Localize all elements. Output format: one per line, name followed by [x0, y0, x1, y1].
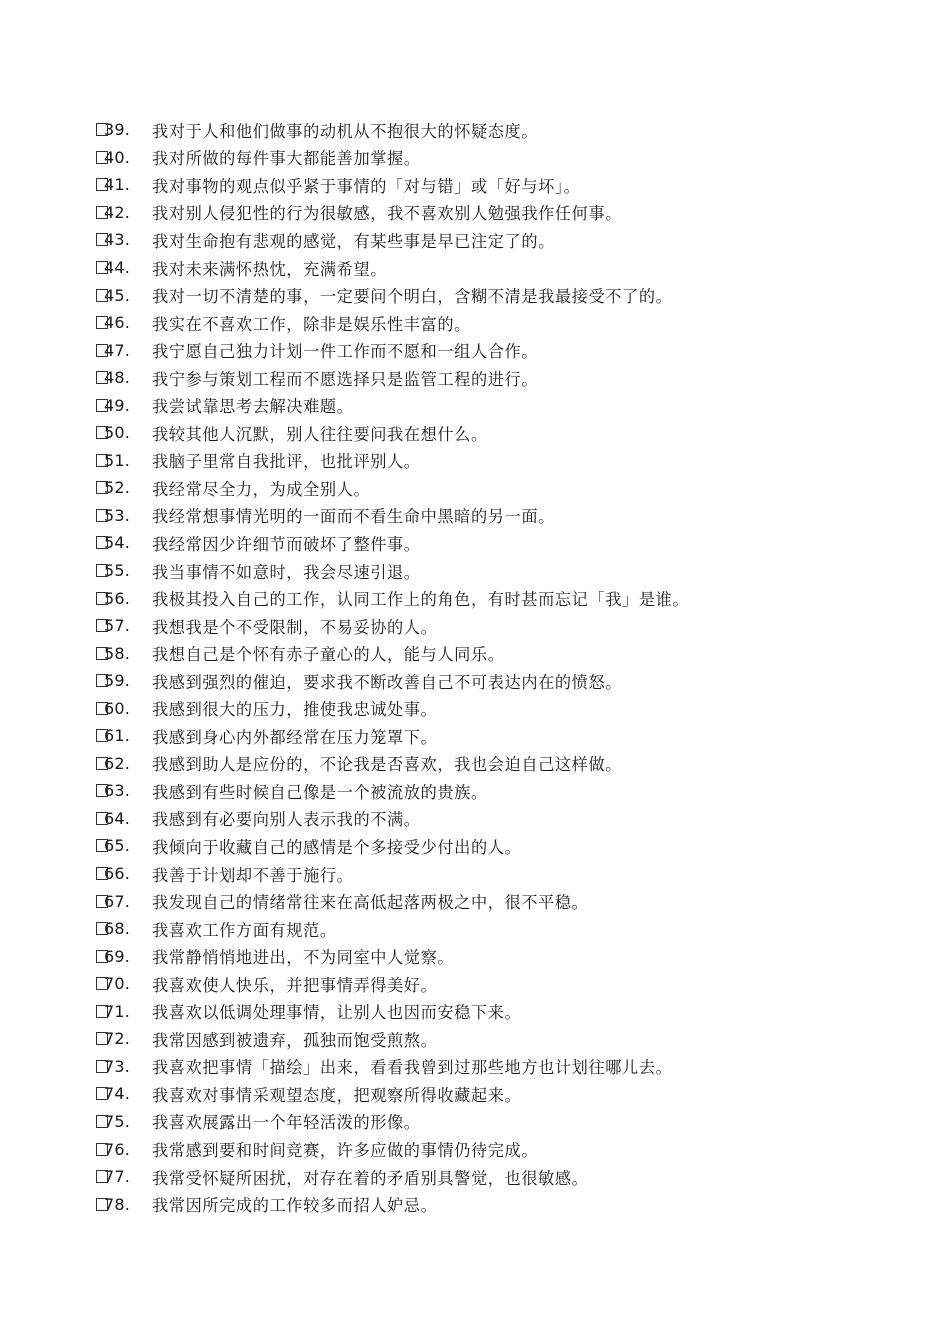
question-checkbox[interactable] — [96, 839, 108, 852]
question-item — [96, 805, 689, 833]
question-number: 46. — [104, 313, 131, 333]
question-item — [96, 970, 689, 998]
question-text: 我发现自己的情绪常往来在高低起落两极之中，很不平稳。 — [152, 893, 589, 913]
question-item — [96, 777, 689, 805]
question-text: 我宁愿自己独力计划一件工作而不愿和一组人合作。 — [152, 342, 539, 362]
question-item — [96, 832, 689, 860]
question-number: 51. — [104, 450, 131, 470]
question-item — [96, 336, 689, 364]
question-text: 我感到强烈的催迫，要求我不断改善自己不可表达内在的愤怒。 — [152, 672, 623, 692]
question-checkbox[interactable] — [96, 509, 108, 522]
question-checkbox[interactable] — [96, 481, 108, 494]
question-number: 77. — [104, 1167, 131, 1187]
question-number: 47. — [104, 340, 131, 360]
question-checkbox[interactable] — [96, 123, 108, 136]
question-item — [96, 750, 689, 778]
question-item — [96, 612, 689, 640]
question-checkbox[interactable] — [96, 316, 108, 329]
question-item — [96, 1135, 689, 1163]
question-text: 我极其投入自己的工作，认同工作上的角色，有时甚而忘记「我」是谁。 — [152, 590, 690, 610]
question-item — [96, 116, 689, 144]
question-number: 57. — [104, 616, 131, 636]
question-number: 68. — [104, 919, 131, 939]
question-number: 39. — [104, 120, 131, 140]
question-item — [96, 942, 689, 970]
question-text: 我感到很大的压力，推使我忠诚处事。 — [152, 700, 438, 720]
question-checkbox[interactable] — [96, 977, 108, 990]
question-text: 我感到有必要向别人表示我的不满。 — [152, 810, 421, 830]
question-item — [96, 171, 689, 199]
question-text: 我喜欢使人快乐，并把事情弄得美好。 — [152, 975, 438, 995]
question-checkbox[interactable] — [96, 592, 108, 605]
question-text: 我经常想事情光明的一面而不看生命中黑暗的另一面。 — [152, 507, 555, 527]
question-number: 75. — [104, 1111, 131, 1131]
question-number: 70. — [104, 974, 131, 994]
question-checkbox[interactable] — [96, 619, 108, 632]
question-item — [96, 391, 689, 419]
question-item — [96, 998, 689, 1026]
question-checkbox[interactable] — [96, 729, 108, 742]
question-item — [96, 584, 689, 612]
question-number: 41. — [104, 175, 131, 195]
question-number: 76. — [104, 1139, 131, 1159]
question-checkbox[interactable] — [96, 454, 108, 467]
question-number: 49. — [104, 395, 131, 415]
question-number: 65. — [104, 836, 131, 856]
question-text: 我对别人侵犯性的行为很敏感，我不喜欢别人勉强我作任何事。 — [152, 204, 623, 224]
question-text: 我对生命抱有悲观的感觉，有某些事是早已注定了的。 — [152, 231, 555, 251]
question-number: 62. — [104, 753, 131, 773]
question-text: 我喜欢工作方面有规范。 — [152, 920, 337, 940]
question-number: 52. — [104, 478, 131, 498]
question-item — [96, 887, 689, 915]
question-text: 我对所做的每件事大都能善加掌握。 — [152, 149, 421, 169]
question-item — [96, 722, 689, 750]
question-number: 64. — [104, 808, 131, 828]
question-item — [96, 199, 689, 227]
question-number: 53. — [104, 505, 131, 525]
question-checkbox[interactable] — [96, 1032, 108, 1045]
question-checkbox[interactable] — [96, 1087, 108, 1100]
question-text: 我对未来满怀热忱，充满希望。 — [152, 259, 388, 279]
question-item — [96, 226, 689, 254]
question-checkbox[interactable] — [96, 784, 108, 797]
question-checkbox[interactable] — [96, 757, 108, 770]
question-checkbox[interactable] — [96, 867, 108, 880]
question-item — [96, 1163, 689, 1191]
question-checkbox[interactable] — [96, 674, 108, 687]
question-text: 我经常尽全力，为成全别人。 — [152, 479, 371, 499]
question-checkbox[interactable] — [96, 344, 108, 357]
question-text: 我感到有些时候自己像是一个被流放的贵族。 — [152, 782, 488, 802]
question-number: 69. — [104, 946, 131, 966]
question-number: 59. — [104, 671, 131, 691]
question-checkbox[interactable] — [96, 151, 108, 164]
question-number: 73. — [104, 1056, 131, 1076]
question-item — [96, 557, 689, 585]
question-text: 我喜欢把事情「描绘」出来，看看我曾到过那些地方也计划往哪儿去。 — [152, 1058, 673, 1078]
question-text: 我感到身心内外都经常在压力笼罩下。 — [152, 727, 438, 747]
question-item — [96, 419, 689, 447]
question-text: 我想自己是个怀有赤子童心的人，能与人同乐。 — [152, 645, 505, 665]
question-text: 我较其他人沉默，别人往往要问我在想什么。 — [152, 424, 488, 444]
question-checkbox[interactable] — [96, 371, 108, 384]
question-number: 44. — [104, 258, 131, 277]
question-number: 50. — [104, 423, 131, 443]
question-number: 55. — [104, 561, 131, 581]
question-checkbox[interactable] — [96, 702, 108, 715]
question-checkbox[interactable] — [96, 1005, 108, 1018]
question-number: 74. — [104, 1084, 131, 1104]
question-number: 66. — [104, 864, 131, 884]
question-number: 40. — [104, 147, 131, 167]
question-checkbox[interactable] — [96, 233, 108, 246]
question-item — [96, 502, 689, 530]
question-item — [96, 860, 689, 888]
question-item — [96, 144, 689, 172]
question-list — [96, 116, 689, 1218]
question-item — [96, 1025, 689, 1053]
question-text: 我实在不喜欢工作，除非是娱乐性丰富的。 — [152, 314, 471, 334]
question-checkbox[interactable] — [96, 1115, 108, 1128]
question-checkbox[interactable] — [96, 206, 108, 219]
question-text: 我想我是个不受限制，不易妥协的人。 — [152, 617, 438, 637]
question-item — [96, 254, 689, 282]
question-checkbox[interactable] — [96, 289, 108, 302]
question-checkbox[interactable] — [96, 1060, 108, 1073]
question-item — [96, 915, 689, 943]
question-text: 我对于人和他们做事的动机从不抱很大的怀疑态度。 — [152, 121, 539, 141]
question-number: 60. — [104, 698, 131, 718]
question-number: 67. — [104, 891, 131, 911]
question-item — [96, 667, 689, 695]
question-number: 63. — [104, 781, 131, 801]
question-checkbox[interactable] — [96, 922, 108, 935]
question-number: 45. — [104, 285, 131, 305]
question-text: 我对一切不清楚的事，一定要问个明白，含糊不清是我最接受不了的。 — [152, 287, 673, 307]
question-text: 我常受怀疑所困扰，对存在着的矛盾别具警觉，也很敏感。 — [152, 1168, 589, 1188]
question-checkbox[interactable] — [96, 812, 108, 825]
question-item — [96, 1080, 689, 1108]
question-number: 72. — [104, 1029, 131, 1049]
question-number: 48. — [104, 368, 131, 388]
question-text: 我倾向于收藏自己的感情是个多接受少付出的人。 — [152, 837, 522, 857]
question-text: 我常感到要和时间竞赛，许多应做的事情仍待完成。 — [152, 1141, 539, 1160]
question-text: 我常静悄悄地进出，不为同室中人觉察。 — [152, 948, 455, 968]
question-checkbox[interactable] — [96, 178, 108, 191]
question-text: 我感到助人是应份的，不论我是否喜欢，我也会迫自己这样做。 — [152, 755, 623, 775]
question-text: 我当事情不如意时，我会尽速引退。 — [152, 562, 421, 582]
question-checkbox[interactable] — [96, 399, 108, 412]
question-item — [96, 1190, 689, 1218]
question-text: 我常因感到被遗弃，孤独而饱受煎熬。 — [152, 1030, 438, 1050]
question-checkbox[interactable] — [96, 1143, 108, 1156]
question-item — [96, 1108, 689, 1136]
question-item — [96, 364, 689, 392]
question-number: 43. — [104, 230, 131, 250]
question-text: 我对事物的观点似乎紧于事情的「对与错」或「好与坏」。 — [152, 176, 581, 196]
question-item — [96, 281, 689, 309]
question-checkbox[interactable] — [96, 895, 108, 908]
question-item — [96, 639, 689, 667]
question-text: 我尝试靠思考去解决难题。 — [152, 397, 354, 417]
question-number: 56. — [104, 588, 131, 608]
question-checkbox[interactable] — [96, 1170, 108, 1183]
question-item — [96, 694, 689, 722]
question-text: 我脑子里常自我批评，也批评别人。 — [152, 452, 421, 472]
question-text: 我喜欢展露出一个年轻活泼的形像。 — [152, 1113, 421, 1133]
question-item — [96, 309, 689, 337]
question-checkbox[interactable] — [96, 536, 108, 549]
question-checkbox[interactable] — [96, 564, 108, 577]
question-item — [96, 1053, 689, 1081]
question-checkbox[interactable] — [96, 261, 108, 274]
question-checkbox[interactable] — [96, 426, 108, 439]
question-text: 我经常因少许细节而破坏了整件事。 — [152, 534, 421, 554]
question-text: 我喜欢对事情采观望态度，把观察所得收藏起来。 — [152, 1085, 522, 1105]
question-item — [96, 529, 689, 557]
question-checkbox[interactable] — [96, 647, 108, 660]
question-item — [96, 447, 689, 475]
question-item — [96, 474, 689, 502]
question-number: 78. — [104, 1194, 131, 1214]
question-text: 我常因所完成的工作较多而招人妒忌。 — [152, 1196, 438, 1216]
question-checkbox[interactable] — [96, 1198, 108, 1211]
question-text: 我宁参与策划工程而不愿选择只是监管工程的进行。 — [152, 369, 539, 389]
question-checkbox[interactable] — [96, 950, 108, 963]
question-text: 我善于计划却不善于施行。 — [152, 865, 354, 885]
question-number: 61. — [104, 726, 131, 746]
question-number: 71. — [104, 1001, 131, 1021]
question-number: 54. — [104, 533, 131, 553]
question-number: 42. — [104, 202, 131, 222]
question-number: 58. — [104, 643, 131, 663]
question-text: 我喜欢以低调处理事情，让别人也因而安稳下来。 — [152, 1003, 522, 1023]
